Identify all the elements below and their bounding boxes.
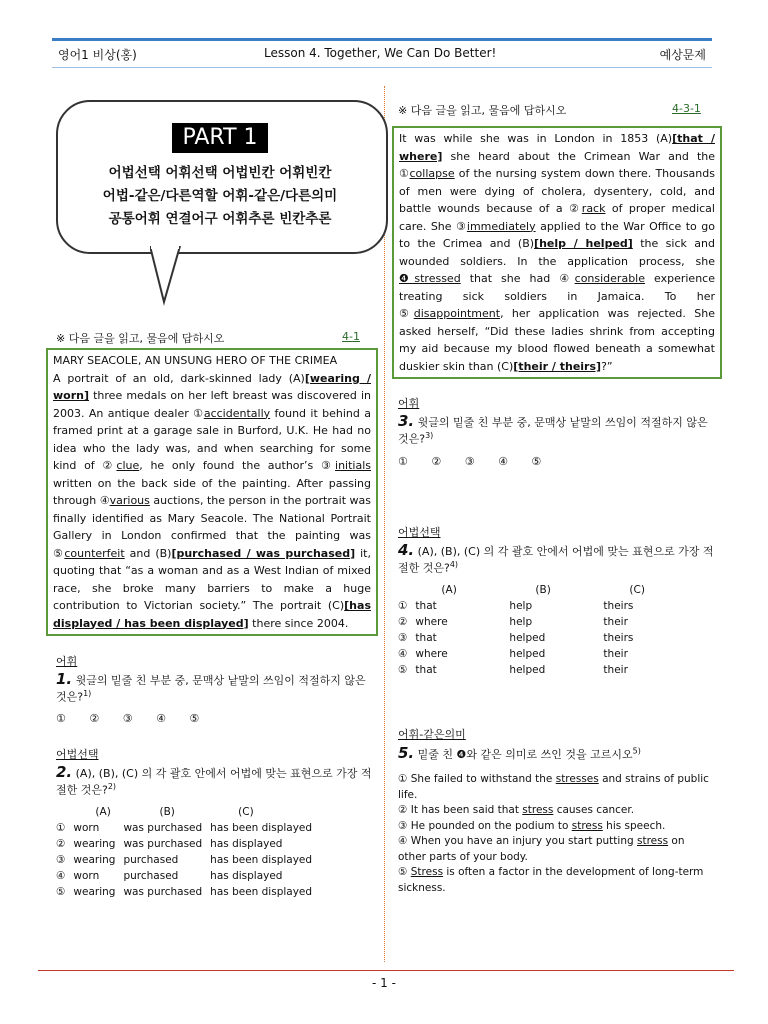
question-3 (398, 412, 716, 448)
cell: has displayed (210, 870, 283, 882)
category-line: 어법-같은/다른역할 어휘-같은/다른의미 (102, 188, 338, 204)
passage-text: the sick and wounded soldiers. In the application process, she (399, 237, 715, 268)
header-title: Lesson 4. Together, We Can Do Better! (264, 46, 497, 60)
passage-text: there since 2004. (248, 616, 349, 630)
passage-text: of proper medical care. She ③ (399, 202, 715, 233)
table-header (52, 804, 316, 820)
option-text: causes cancer. (553, 804, 635, 816)
instruction-right: ※ 다음 글을 읽고, 물음에 답하시오 (398, 104, 567, 117)
q1-footnote: 1) (83, 689, 92, 698)
cell: helped (509, 664, 546, 676)
cell: has been displayed (210, 854, 313, 866)
option-number: ⑤ (398, 866, 408, 878)
cell: worn (73, 870, 100, 882)
underlined-word: collapse (409, 167, 455, 180)
cell: was purchased (123, 822, 203, 834)
q4-text: (A), (B), (C) 의 각 괄호 안에서 어법에 맞는 표현으로 가장 적절한 것은? (398, 545, 714, 575)
page-number: - 1 - (372, 976, 396, 990)
table-row (394, 646, 649, 662)
passage-left (46, 348, 378, 636)
footer-line (38, 970, 734, 971)
instruction-left: ※ 다음 글을 읽고, 물음에 답하시오 (56, 332, 225, 345)
cell: that (415, 664, 437, 676)
list-item (398, 834, 714, 865)
q2-footnote: 2) (107, 782, 117, 791)
table-row (394, 598, 649, 614)
blank-c: [their / theirs] (513, 359, 602, 373)
cell: was purchased (123, 886, 203, 898)
cell: ④ (398, 648, 408, 660)
cell: their (603, 616, 628, 628)
cell: wearing (73, 886, 116, 898)
underlined-word: disappointment (413, 307, 501, 320)
cell: theirs (603, 600, 634, 612)
passage-text: written on the back side of the painting. After passing through ④ (53, 476, 371, 507)
passage-text: ?” (601, 359, 613, 373)
cell: that (415, 632, 437, 644)
passage-text: , her application was rejected. She asked herself, “Did these ladies shrink from accepting my aid because my blood flowed beneath a somewhat duskier skin than (C) (399, 307, 715, 373)
option-text: his speech. (602, 819, 666, 832)
option-keyword: stress (571, 819, 603, 832)
col-b: (B) (159, 806, 175, 818)
option-number: ② (398, 804, 408, 816)
underlined-word: initials (335, 459, 371, 472)
underlined-word: accidentally (203, 406, 271, 420)
option-text: on other parts of your body. (398, 835, 685, 863)
q3-choices: ① ② ③ ④ ⑤ (398, 455, 542, 468)
list-item (398, 865, 714, 896)
cell: ② (398, 616, 408, 628)
cell: ⑤ (398, 664, 408, 676)
ref-right: 4-3-1 (672, 102, 701, 115)
cell: has displayed (210, 838, 283, 850)
underlined-word: considerable (574, 272, 645, 285)
blank-b: [help / helped] (534, 237, 633, 250)
table-row (52, 852, 316, 868)
q3-text: 윗글의 밑줄 친 부분 중, 문맥상 낱말의 쓰임이 적절하지 않은 것은? (398, 416, 708, 446)
passage-text: she heard about the Crimean War and the ① (399, 149, 715, 180)
q3-number: 3. (398, 412, 415, 430)
table-row (394, 630, 649, 646)
cell: help (509, 600, 533, 612)
underlined-word: clue (116, 459, 140, 472)
q3-tag: 어휘 (398, 397, 420, 410)
option-number: ③ (398, 819, 408, 832)
page-header (52, 38, 712, 68)
bubble-tail (150, 246, 190, 306)
cell: has been displayed (210, 886, 313, 898)
question-1 (56, 670, 372, 706)
cell: wearing (73, 838, 116, 850)
cell: ① (398, 600, 408, 612)
cell: ① (56, 822, 66, 834)
ref-left: 4-1 (342, 330, 360, 343)
blank-a: [wearing / worn] (53, 371, 372, 402)
option-text: It has been said that (410, 804, 523, 816)
passage-text: and (B) (124, 546, 172, 560)
q5-tag: 어휘-같은의미 (398, 728, 466, 741)
cell: wearing (73, 854, 116, 866)
option-text: When you have an injury you start putting (410, 835, 637, 847)
cell: helped (509, 632, 546, 644)
category-list (70, 162, 370, 231)
underlined-word: ❹stressed (399, 272, 461, 285)
underlined-word: various (109, 494, 150, 507)
option-text: is often a factor in the development of long-term sickness. (398, 866, 704, 894)
passage-title: MARY SEACOLE, AN UNSUNG HERO OF THE CRIMEA (53, 354, 338, 367)
option-keyword: stresses (555, 773, 599, 785)
option-number: ④ (398, 835, 408, 847)
q5-text: 밑줄 친 ❹와 같은 의미로 쓰인 것을 고르시오 (417, 748, 633, 761)
q1-tag: 어휘 (56, 655, 78, 668)
col-c: (C) (629, 584, 645, 596)
cell: purchased (123, 870, 179, 882)
q2-text: (A), (B), (C) 의 각 괄호 안에서 어법에 맞는 표현으로 가장 적절한 것은? (56, 767, 372, 797)
q3-footnote: 3) (425, 431, 434, 440)
q5-footnote: 5) (632, 746, 641, 756)
q4-options (394, 582, 649, 678)
blank-c: [has displayed / has been displayed] (53, 599, 371, 630)
blank-b: [purchased / was purchased] (171, 546, 356, 560)
option-keyword: stress (522, 804, 554, 816)
part-title: PART 1 (172, 123, 268, 153)
q1-text: 윗글의 밑줄 친 부분 중, 문맥상 낱말의 쓰임이 적절하지 않은 것은? (56, 674, 366, 704)
passage-text: auctions, the person in the portrait was finally identified as Mary Seacole. The National Portrait Gallery in London confirmed that the painting was ⑤ (53, 494, 371, 560)
table-row (394, 614, 649, 630)
passage-text: that she had ④ (460, 272, 575, 285)
passage-text: found it behind a framed print at a garage sale in Burford, U.K. He had no idea who the lady was, and when searching for some kind of ② (53, 406, 371, 472)
cell: their (603, 664, 628, 676)
header-right: 예상문제 (659, 48, 706, 62)
table-row (394, 662, 649, 678)
cell: has been displayed (210, 822, 313, 834)
passage-text: , he only found the author’s ③ (139, 459, 336, 472)
q4-footnote: 4) (449, 560, 459, 569)
table-header (394, 582, 649, 598)
cell: help (509, 616, 533, 628)
passage-text: experience treating sick soldiers in Jamaica. To her ⑤ (399, 272, 715, 320)
list-item (398, 819, 714, 835)
question-5 (398, 744, 716, 763)
underlined-word: counterfeit (64, 546, 125, 560)
q5-number: 5. (398, 744, 415, 762)
blank-a: [that / where] (399, 132, 715, 163)
category-line: 어법선택 어휘선택 어법빈칸 어휘빈칸 (108, 165, 332, 181)
cell: that (415, 600, 437, 612)
option-text: He pounded on the podium to (410, 819, 572, 832)
option-text: She failed to withstand the (410, 773, 556, 785)
category-line: 공통어휘 연결어구 어휘추론 빈칸추론 (108, 211, 332, 227)
table-row (52, 868, 316, 884)
cell: theirs (603, 632, 634, 644)
q5-options (398, 772, 714, 896)
q2-options (52, 804, 316, 900)
passage-text: It was while she was in London in 1853 (A) (399, 132, 673, 145)
option-keyword: Stress (410, 866, 444, 878)
q4-number: 4. (398, 541, 415, 559)
q4-tag: 어법선택 (398, 526, 441, 539)
cell: ③ (56, 854, 66, 866)
q2-tag: 어법선택 (56, 748, 99, 761)
col-a: (A) (95, 806, 111, 818)
passage-text: three medals on her left breast was discovered in 2003. An antique dealer ① (53, 389, 371, 420)
question-2 (56, 763, 372, 799)
passage-text: applied to the War Office to go to the Crimea and (B) (399, 219, 715, 250)
q2-number: 2. (56, 763, 73, 781)
q1-choices: ① ② ③ ④ ⑤ (56, 712, 200, 725)
q1-number: 1. (56, 670, 73, 688)
passage-text: it, quoting that “as a woman and as a West Indian of mixed race, she broke many barriers to make a huge contribution to Victorian society.” The portrait (C) (53, 546, 371, 612)
passage-right (392, 126, 722, 379)
list-item (398, 803, 714, 819)
cell: worn (73, 822, 100, 834)
option-keyword: stress (636, 835, 669, 847)
question-4 (398, 541, 716, 577)
underlined-word: immediately (466, 219, 536, 233)
header-left: 영어1 비상(홍) (58, 48, 137, 62)
option-number: ① (398, 773, 408, 785)
cell: ② (56, 838, 66, 850)
table-row (52, 820, 316, 836)
cell: their (603, 648, 628, 660)
table-row (52, 836, 316, 852)
cell: helped (509, 648, 546, 660)
cell: ⑤ (56, 886, 66, 898)
option-text: and strains of public life. (398, 773, 709, 801)
table-row (52, 884, 316, 900)
cell: was purchased (123, 838, 203, 850)
passage-text: of the nursing system down there. Thousands of men were dying of cholera, dysentery, cold, and battle wounds because of a ② (399, 167, 715, 215)
cell: where (415, 616, 448, 628)
cell: purchased (123, 854, 179, 866)
cell: where (415, 648, 448, 660)
underlined-word: rack (581, 202, 606, 215)
cell: ④ (56, 870, 66, 882)
col-c: (C) (238, 806, 254, 818)
list-item (398, 772, 714, 803)
col-a: (A) (441, 584, 457, 596)
col-b: (B) (535, 584, 551, 596)
passage-text: A portrait of an old, dark-skinned lady (A) (53, 371, 305, 385)
cell: ③ (398, 632, 408, 644)
